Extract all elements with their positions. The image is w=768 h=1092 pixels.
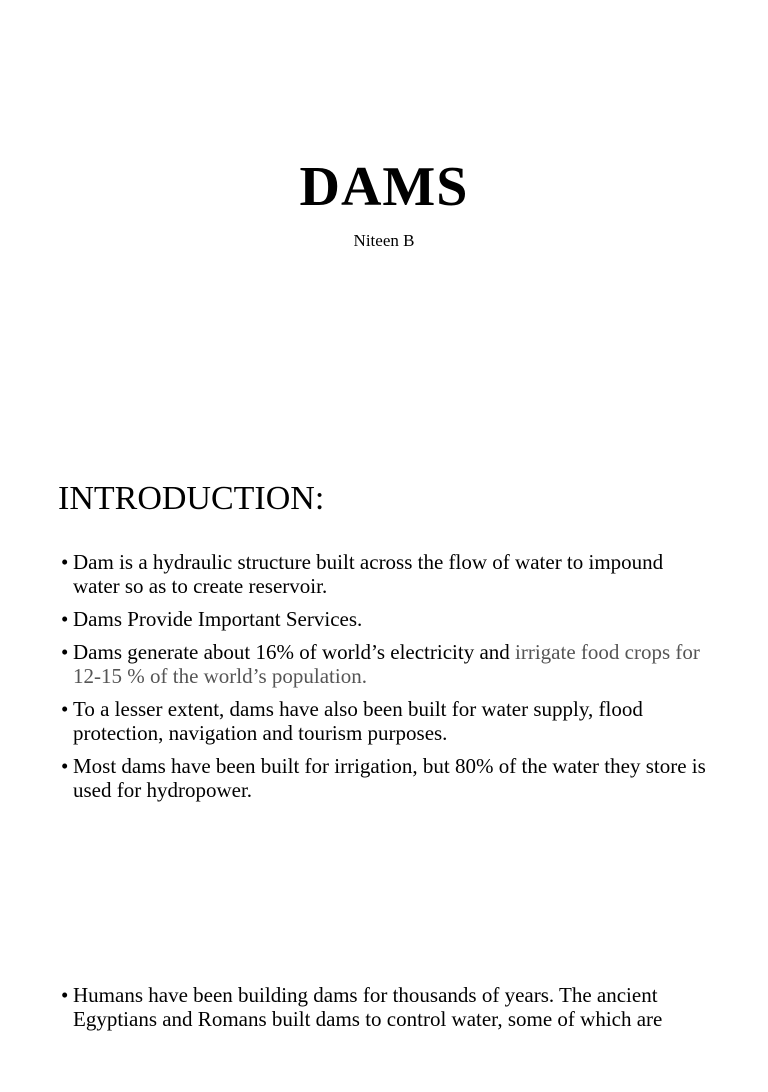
bullet-text: Dam is a hydraulic structure built across the flow of water to impound water so as to create reservoir. bbox=[73, 550, 664, 598]
bullet-text: Most dams have been built for irrigation, but 80% of the water they store is used for hydropower. bbox=[73, 754, 706, 802]
bullet-item bbox=[61, 640, 711, 688]
bullet-item bbox=[61, 754, 711, 802]
introduction-slide bbox=[0, 432, 768, 972]
bullet-list bbox=[61, 550, 711, 811]
bullet-item bbox=[61, 607, 711, 631]
bullet-icon: • bbox=[61, 983, 69, 1007]
bullet-item bbox=[61, 697, 711, 745]
bullet-text: Humans have been building dams for thousands of years. The ancient Egyptians and Romans built dams to control water, some of which are bbox=[73, 983, 663, 1031]
bullet-icon: • bbox=[61, 550, 69, 574]
bullet-text: Dams Provide Important Services. bbox=[73, 607, 363, 631]
title-slide bbox=[0, 0, 768, 432]
bullet-item bbox=[61, 550, 711, 598]
presentation-title: DAMS bbox=[299, 156, 469, 218]
bullet-text: Dams generate about 16% of world’s electricity and bbox=[73, 640, 516, 664]
bullet-list bbox=[61, 983, 711, 1040]
history-slide bbox=[0, 972, 768, 1092]
bullet-icon: • bbox=[61, 607, 69, 631]
author-name: Niteen B bbox=[353, 231, 415, 250]
bullet-icon: • bbox=[61, 640, 69, 664]
bullet-text-muted: irrigate food crops for 12-15 % of the world’s population. bbox=[73, 640, 700, 688]
bullet-text: To a lesser extent, dams have also been built for water supply, flood protection, navigation and tourism purposes. bbox=[73, 697, 643, 745]
bullet-icon: • bbox=[61, 697, 69, 721]
bullet-icon: • bbox=[61, 754, 69, 778]
slide-heading: INTRODUCTION: bbox=[58, 480, 325, 517]
